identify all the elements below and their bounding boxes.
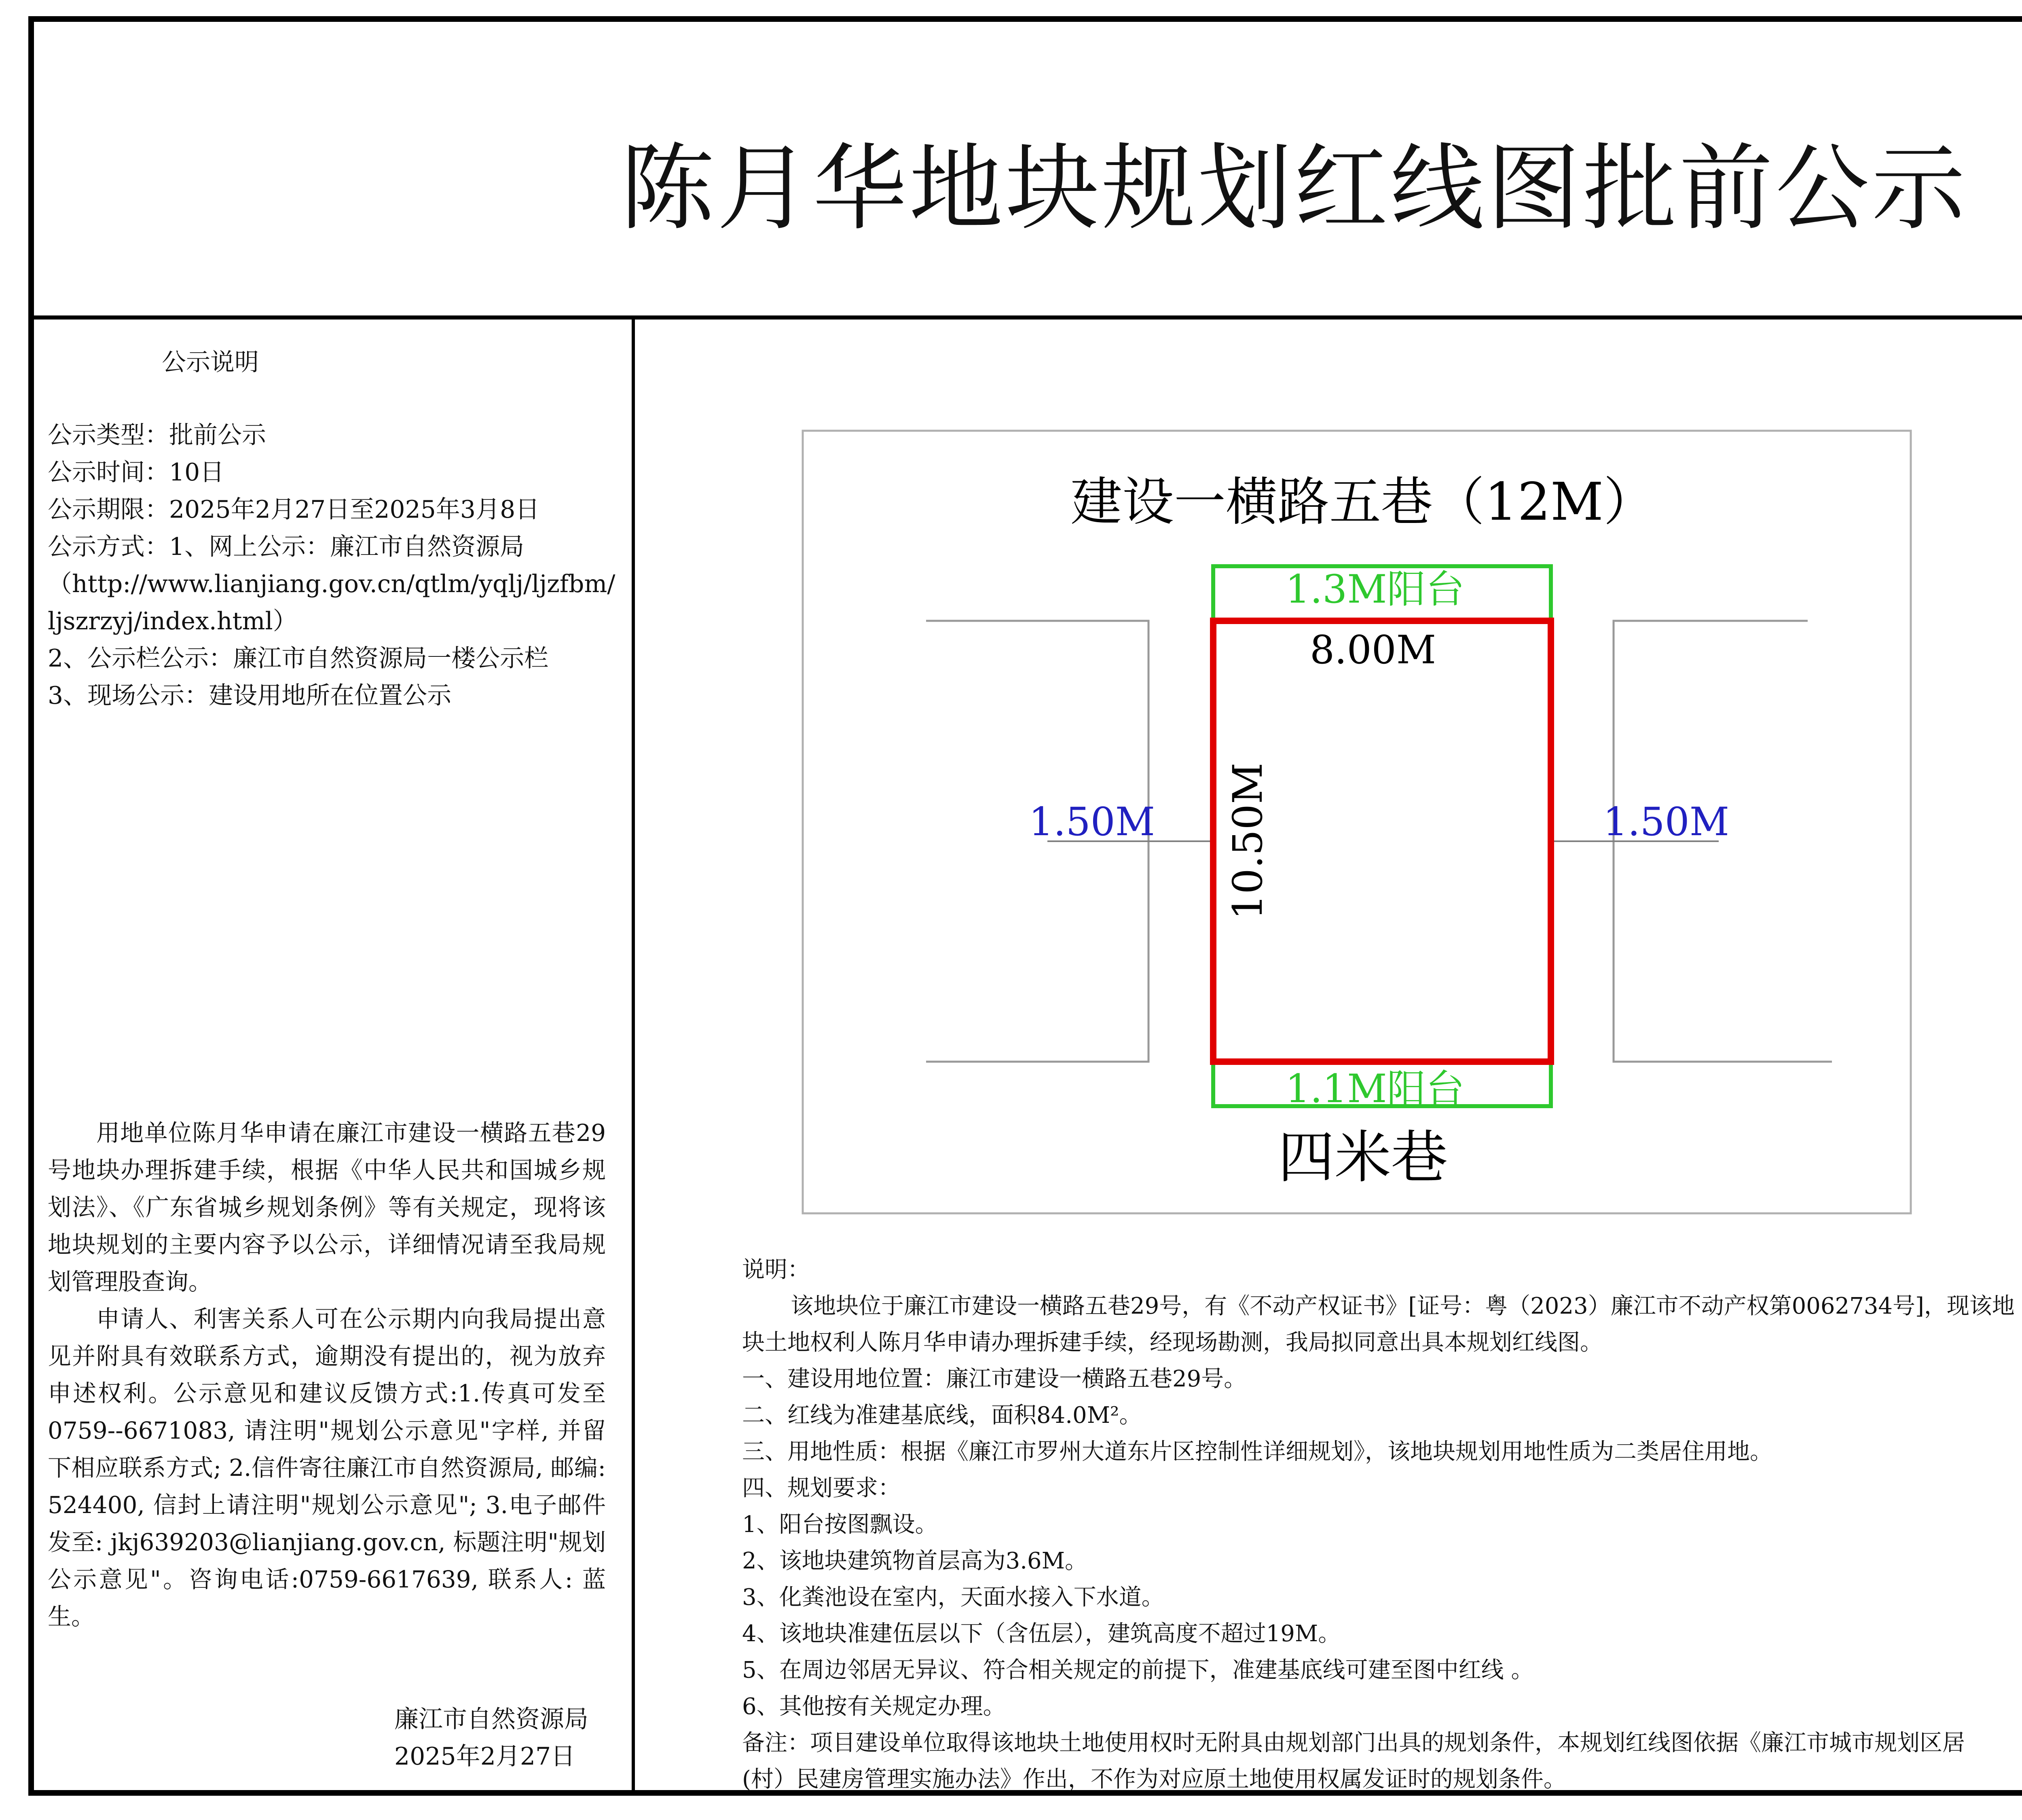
balcony-bottom-label: 1.1M阳台 — [1285, 1066, 1465, 1111]
road-top-label: 建设一横路五巷（12M） — [1070, 472, 1655, 532]
notice-paragraph-2: 申请人、利害关系人可在公示期内向我局提出意见并附具有效联系方式，逾期没有提出的，视为放弃申述权利。公示意见和建议反馈方式:1.传真可发至0759--6671083, 请注明"规划公示意见"字样, 并留下相应联系方式; 2.信件寄往廉江市自然资源局, 邮编: 524400, 信封上请注明"规划公示意见"; 3.电子邮件发至: jkj639203@lianjiang.gov.cn, 标题注明"规划公示意见"。咨询电话:0759-6617639, 联系人: 蓝生。 — [48, 1305, 606, 1630]
notice-type: 公示类型：批前公示 — [48, 421, 266, 449]
left-setback-label: 1.50M — [1028, 799, 1155, 844]
notice-site: 3、现场公示：建设用地所在位置公示 — [48, 681, 452, 710]
requirement-4: 4、该地块准建伍层以下（含伍层），建筑高度不超过19M。 — [742, 1621, 1341, 1647]
length-dimension-label: 10.50M — [1224, 762, 1271, 920]
notice-url-line1[interactable]: （http://www.lianjiang.gov.cn/qtlm/yqlj/ljzfbm/ — [48, 570, 615, 598]
explanation-item-1: 一、建设用地位置：廉江市建设一横路五巷29号。 — [742, 1366, 1247, 1392]
explanation-note-2: (村）民建房管理实施办法》作出，不作为对应原土地使用权属发证时的规划条件。 — [742, 1766, 1566, 1792]
requirement-6: 6、其他按有关规定办理。 — [742, 1693, 1006, 1720]
page-title: 陈月华地块规划红线图批前公示 — [620, 134, 1968, 243]
explanation-heading: 说明： — [742, 1257, 810, 1283]
requirement-5: 5、在周边邻居无异议、符合相关规定的前提下，准建基底线可建至图中红线 。 — [742, 1657, 1534, 1683]
right-setback-label: 1.50M — [1603, 799, 1730, 844]
notice-period: 公示期限：2025年2月27日至2025年3月8日 — [48, 495, 540, 524]
notice-url-line2[interactable]: ljszrzyj/index.html） — [48, 607, 297, 635]
notice-board: 2、公示栏公示：廉江市自然资源局一楼公示栏 — [48, 644, 549, 673]
notice-duration: 公示时间：10日 — [48, 458, 224, 487]
width-dimension-label: 8.00M — [1309, 627, 1436, 673]
requirement-1: 1、阳台按图飘设。 — [742, 1511, 938, 1538]
notice-paragraph-1: 用地单位陈月华申请在廉江市建设一横路五巷29号地块办理拆建手续，根据《中华人民共和国城乡规划法》、《广东省城乡规划条例》等有关规定，现将该地块规划的主要内容予以公示，详细情况请至我局规划管理股查询。 — [48, 1119, 606, 1295]
notice-sign-date: 2025年2月27日 — [394, 1742, 575, 1771]
explanation-intro-2: 块土地权利人陈月华申请办理拆建手续，经现场勘测，我局拟同意出具本规划红线图。 — [742, 1329, 1603, 1356]
requirement-2: 2、该地块建筑物首层高为3.6M。 — [742, 1548, 1088, 1574]
notice-signer: 廉江市自然资源局 — [394, 1705, 588, 1733]
explanation-item-3: 三、用地性质：根据《廉江市罗州大道东片区控制性详细规划》，该地块规划用地性质为二类居住用地。 — [742, 1439, 1772, 1465]
notice-method: 公示方式：1、网上公示：廉江市自然资源局 — [48, 533, 525, 561]
explanation-item-2: 二、红线为准建基底线，面积84.0M²。 — [742, 1402, 1142, 1428]
notice-heading: 公示说明 — [162, 348, 259, 377]
explanation-intro-1: 该地块位于廉江市建设一横路五巷29号，有《不动产权证书》[证号：粤（2023）廉江市不动产权第0062734号]，现该地 — [791, 1293, 2015, 1319]
explanation-item-4: 四、规划要求： — [742, 1475, 901, 1501]
road-bottom-label: 四米巷 — [1277, 1125, 1448, 1191]
requirement-3: 3、化粪池设在室内，天面水接入下水道。 — [742, 1584, 1164, 1610]
balcony-top-label: 1.3M阳台 — [1285, 567, 1465, 612]
explanation-note-1: 备注：项目建设单位取得该地块土地使用权时无附具由规划部门出具的规划条件，本规划红线图依据《廉江市城市规划区居 — [742, 1730, 1965, 1756]
